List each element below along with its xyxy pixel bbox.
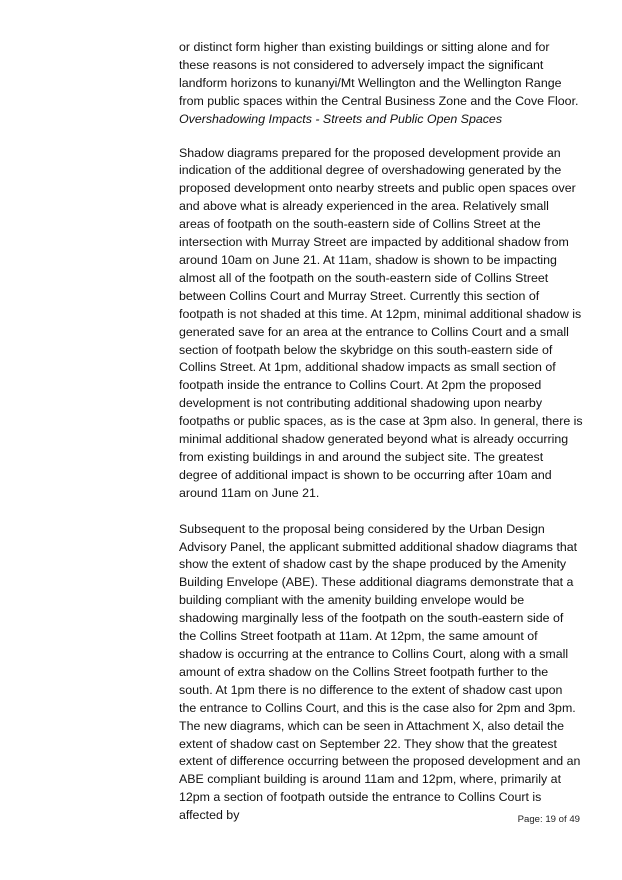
paragraph-landform-horizons: or distinct form higher than existing buildings or sitting alone and for these reasons is not considered to adversely impact the significant landform horizons to kunanyi/Mt Wellington and the Wellington Range from public spaces within the Central Business Zone and the Cove Floor. <box>179 40 579 108</box>
paragraph-shadow-diagrams: Shadow diagrams prepared for the proposed development provide an indication of the additional degree of overshadowing generated by the proposed development onto nearby streets and public open spaces over and above what is already experienced in the area. Relatively small areas of footpath on the south-eastern side of Collins Street at the intersection with Murray Street are impacted by additional shadow from around 10am on June 21. At 11am, shadow is shown to be impacting almost all of the footpath on the south-eastern side of Collins Street between Collins Court and Murray Street. Currently this section of footpath is not shaded at this time. At 12pm, minimal additional shadow is generated save for an area at the entrance to Collins Court and a small section of footpath below the skybridge on this south-eastern side of Collins Street. At 1pm, additional shadow impacts as small section of footpath inside the entrance to Collins Court. At 2pm the proposed development is not contributing additional shadowing upon nearby footpaths or public spaces, as is the case at 3pm also. In general, there is minimal additional shadow generated beyond what is already occurring from existing buildings in and around the subject site. The greatest degree of additional impact is shown to be occurring after 10am and around 11am on June 21. <box>179 145 583 500</box>
section-heading-overshadowing: Overshadowing Impacts - Streets and Public Open Spaces <box>179 111 503 126</box>
paragraph-abe-diagrams: Subsequent to the proposal being considered by the Urban Design Advisory Panel, the applicant submitted additional shadow diagrams that show the extent of shadow cast by the shape produced by the Amenity Building Envelope (ABE). These additional diagrams demonstrate that a building compliant with the amenity building envelope would be shadowing marginally less of the footpath on the south-eastern side of the Collins Street footpath at 11am. At 12pm, the same amount of shadow is occurring at the entrance to Collins Court, along with a small amount of extra shadow on the Collins Street footpath further to the south. At 1pm there is no difference to the extent of shadow cast upon the entrance to Collins Court, and this is the case also for 2pm and 3pm. The new diagrams, which can be seen in Attachment X, also detail the extent of shadow cast on September 22. They show that the greatest extent of difference occurring between the proposed development and an ABE compliant building is around 11am and 12pm, where, primarily at 12pm a section of footpath outside the entrance to Collins Court is affected by <box>179 521 581 823</box>
body-text-column <box>179 39 583 825</box>
page-number: Page: 19 of 49 <box>517 814 580 825</box>
